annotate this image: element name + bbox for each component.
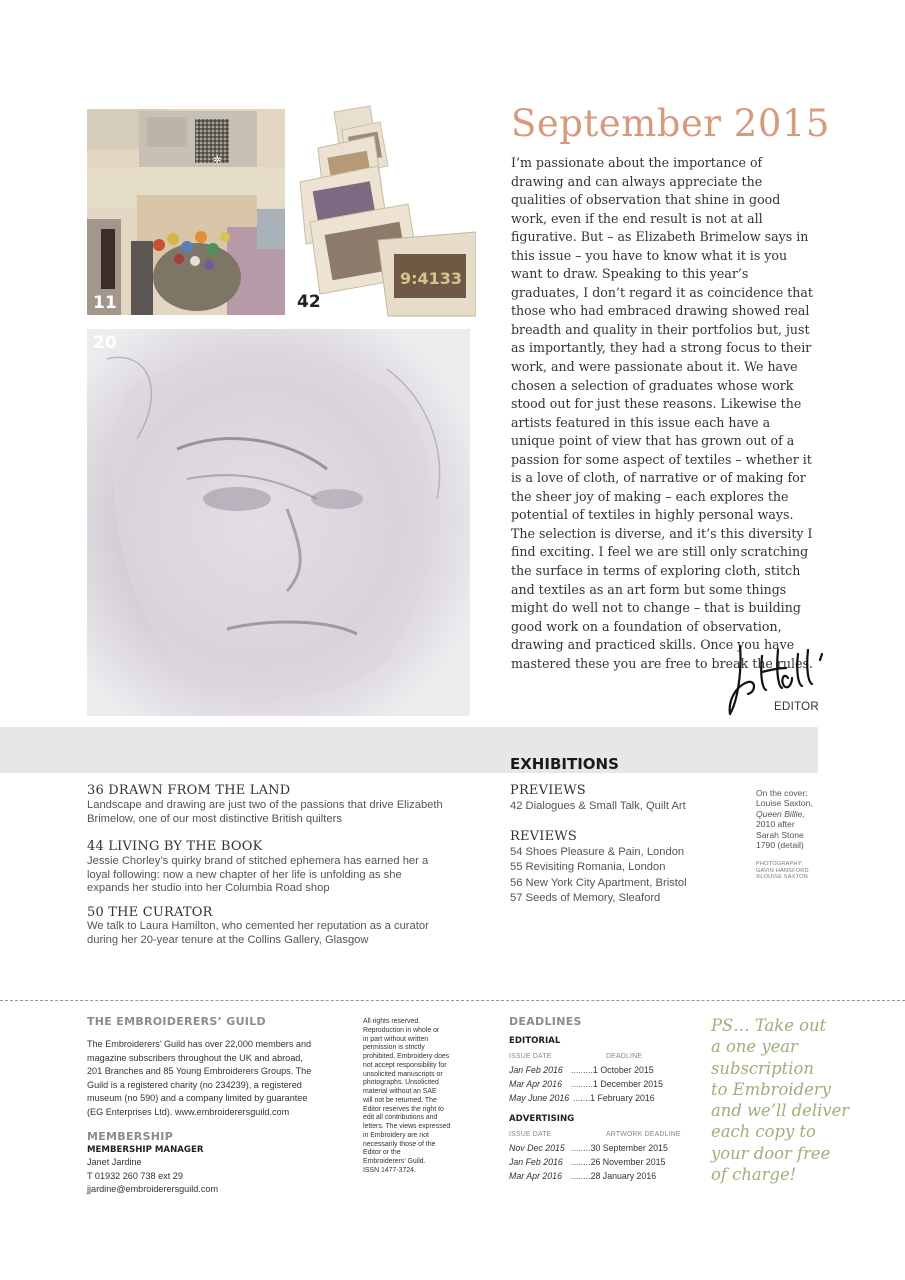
cover-line: Queen Billie,	[756, 808, 805, 819]
cover-line: Sarah Stone	[756, 829, 804, 840]
issue-date: Mar Apr 2016	[509, 1171, 562, 1181]
list-item: 57 Seeds of Memory, Sleaford	[510, 891, 661, 904]
credit-line: GAVIN HANSFORD	[756, 867, 809, 874]
deadline-date: 1 October 2015	[593, 1065, 654, 1075]
feature-description: We talk to Laura Hamilton, who cemented her reputation as a curator during her 20-year tenure at the Collins Gallery, Glasgow	[87, 920, 429, 946]
guild-line: museum (no 590) and a company limited by guarantee	[87, 1093, 308, 1104]
legal-line: Editor reserves the right to	[363, 1105, 444, 1113]
issue-date: May June 2016	[509, 1093, 570, 1103]
ps-line: PS… Take out	[711, 1016, 827, 1035]
legal-line: prohibited. Embroidery does	[363, 1053, 450, 1060]
legal-line: material without an SAE	[363, 1088, 437, 1095]
cover-line: 1790 (detail)	[756, 840, 804, 851]
guild-line: Guild is a registered charity (no 234239), a registered	[87, 1079, 302, 1090]
membership-title: MEMBERSHIP	[87, 1130, 174, 1143]
reviews-list	[510, 845, 687, 906]
accordion-book-art	[290, 104, 476, 318]
legal-line: in part without written	[363, 1035, 429, 1043]
feature-description: Landscape and drawing are just two of the passions that drive Elizabeth Brimelow, one of our most distinctive British quilters	[87, 799, 443, 825]
image-accordion-book	[290, 104, 476, 318]
credit-line: PHOTOGRAPHY:	[756, 861, 804, 867]
exhibitions-title: EXHIBITIONS	[510, 755, 619, 773]
ps-line: of charge!	[711, 1165, 797, 1185]
image-number-label: 11	[93, 293, 117, 313]
guild-text	[87, 1038, 311, 1120]
deadline-row	[509, 1143, 668, 1153]
guild-line: The Embroiderers’ Guild has over 22,000 members and	[87, 1039, 312, 1049]
cover-line: 2010 after	[756, 819, 795, 830]
textile-collage-art	[87, 109, 285, 315]
guild-line: magazine subscribers throughout the UK and abroad,	[87, 1052, 303, 1063]
leader-dots: .........	[571, 1065, 593, 1075]
section-band	[0, 727, 818, 773]
feature-title: 36 DRAWN FROM THE LAND	[87, 783, 291, 798]
membership-email[interactable]: jjardine@embroiderersguild.com	[87, 1184, 219, 1195]
cover-caption	[756, 788, 826, 850]
editorial-deadlines-title: EDITORIAL	[509, 1036, 561, 1046]
deadline-row	[509, 1157, 665, 1167]
image-textile-collage	[87, 109, 285, 315]
ps-line: a one year	[711, 1037, 798, 1057]
image-stitched-portrait	[87, 329, 470, 716]
previews-title: PREVIEWS	[510, 783, 586, 798]
column-header: ISSUE DATE	[509, 1053, 552, 1060]
membership-name: Janet Jardine	[87, 1157, 142, 1167]
dashed-divider	[0, 1000, 905, 1001]
legal-line: Editor or the	[363, 1149, 401, 1157]
ps-line: your door free	[711, 1143, 831, 1163]
list-item: 56 New York City Apartment, Bristol	[510, 876, 687, 889]
ps-line: subscription	[711, 1058, 814, 1078]
legal-line: not accept responsibility for	[363, 1061, 447, 1069]
credit-line: ©LOUISE SAXTON	[756, 874, 808, 881]
advertising-deadlines-title: ADVERTISING	[509, 1114, 575, 1124]
leader-dots: .........	[571, 1079, 593, 1089]
membership-phone: T 01932 260 738 ext 29	[87, 1170, 183, 1181]
list-item: 55 Revisiting Romania, London	[510, 861, 666, 874]
deadline-date: 26 November 2015	[590, 1157, 666, 1167]
membership-contact	[87, 1156, 218, 1197]
leader-dots: ........	[571, 1157, 591, 1167]
cover-line: Louise Saxton,	[756, 798, 813, 809]
column-header: DEADLINE	[606, 1053, 643, 1060]
legal-line: letters. The views expressed	[363, 1123, 451, 1130]
deadlines-title: DEADLINES	[509, 1015, 582, 1028]
guild-title: THE EMBROIDERERS’ GUILD	[87, 1015, 266, 1028]
legal-line: in Embroidery are not	[363, 1131, 429, 1139]
leader-dots: .......	[573, 1093, 591, 1103]
membership-role: MEMBERSHIP MANAGER	[87, 1145, 204, 1155]
legal-line: photographs. Unsolicited	[363, 1079, 439, 1087]
image-number-label: 20	[93, 333, 117, 353]
issue-date: Jan Feb 2016	[509, 1065, 563, 1075]
editor-label: EDITOR	[774, 701, 820, 713]
deadline-row	[509, 1093, 655, 1103]
feature-title: 44 LIVING BY THE BOOK	[87, 839, 263, 854]
editorial-title: September 2015	[511, 102, 830, 145]
issue-date: Nov Dec 2015	[509, 1143, 565, 1153]
image-number-label: 42	[297, 292, 321, 312]
svg-text:✲: ✲	[213, 155, 222, 166]
issue-date: Jan Feb 2016	[509, 1157, 563, 1167]
guild-line: (EG Enterprises Ltd). www.embroiderersguild.com	[87, 1106, 290, 1117]
legal-notice	[363, 1018, 459, 1176]
deadline-row	[509, 1079, 663, 1089]
ps-line: and we’ll deliver	[711, 1101, 850, 1121]
deadline-date: 28 January 2016	[590, 1171, 657, 1181]
legal-line: Embroiderers’ Guild.	[363, 1158, 426, 1165]
deadline-row	[509, 1065, 654, 1075]
ps-line: to Embroidery	[711, 1079, 831, 1099]
legal-line: necessarily those of the	[363, 1140, 436, 1148]
column-header: ARTWORK DEADLINE	[606, 1131, 681, 1138]
legal-line: edit all contributions and	[363, 1114, 438, 1122]
legal-line: All rights reserved.	[363, 1018, 421, 1025]
leader-dots: ........	[571, 1171, 591, 1181]
ps-line: each copy to	[711, 1122, 816, 1142]
legal-line: Reproduction in whole or	[363, 1026, 440, 1034]
legal-line: ISSN 1477-3724.	[363, 1166, 416, 1174]
list-item: 54 Shoes Pleasure & Pain, London	[510, 846, 685, 858]
deadline-date: 1 December 2015	[593, 1079, 663, 1089]
deadline-row	[509, 1171, 656, 1181]
issue-date: Mar Apr 2016	[509, 1079, 562, 1089]
cover-line: On the cover:	[756, 788, 808, 798]
list-item: 42 Dialogues & Small Talk, Quilt Art	[510, 800, 686, 812]
feature-description: Jessie Chorley’s quirky brand of stitched ephemera has earned her a loyal following: now a new chapter of her life is unfolding as she expands her studio into her Columbia Road shop	[87, 855, 429, 895]
deadline-date: 1 February 2016	[590, 1093, 655, 1103]
guild-line: 201 Branches and 85 Young Embroiderers Groups. The	[87, 1066, 312, 1077]
previews-list	[510, 799, 686, 814]
leader-dots: ........	[571, 1143, 591, 1153]
legal-line: will not be returned. The	[363, 1096, 437, 1104]
svg-text:9:4133: 9:4133	[400, 269, 463, 288]
feature-title: 50 THE CURATOR	[87, 905, 213, 920]
reviews-title: REVIEWS	[510, 829, 577, 844]
legal-line: permission is strictly	[363, 1044, 425, 1052]
ps-subscription-promo	[711, 1015, 861, 1185]
stitched-portrait-art	[87, 329, 470, 716]
editorial-text: I’m passionate about the importance of drawing and can always appreciate the qualities of observation that shine in good work, even if the end result is not at all figurative. But – as Elizabeth Brimelow says in this issue – you have to know what it is you want to draw. Speaking to this year’s graduates, I don’t regard it as coincidence that those who had embraced drawing showed real breadth and quality in their portfolios but, just as importantly, they had a strong focus to their work, and were passionate about it. We have chosen a selection of graduates whose work stood out for just these reasons. Likewise the artists featured in this issue each have a unique point of view that has grown out of a passion for some aspect of textiles – whether it is a love of cloth, of narrative or of making for the sheer joy of making – each explores the potential of textiles in highly personal ways. The selection is diverse, and it’s this diversity I find exciting. I feel we are still only scratching the surface in terms of exploring cloth, stitch and textiles as an art form but some things might do well not to change – that is building good work on a foundation of observation, drawing and practiced skills. Once you have mastered these you are free to break the rules.	[511, 155, 813, 671]
cover-credit	[756, 861, 826, 881]
column-header: ISSUE DATE	[509, 1131, 552, 1138]
deadline-date: 30 September 2015	[590, 1143, 668, 1153]
legal-line: unsolicited manuscripts or	[363, 1070, 443, 1078]
editorial-body	[511, 154, 817, 673]
